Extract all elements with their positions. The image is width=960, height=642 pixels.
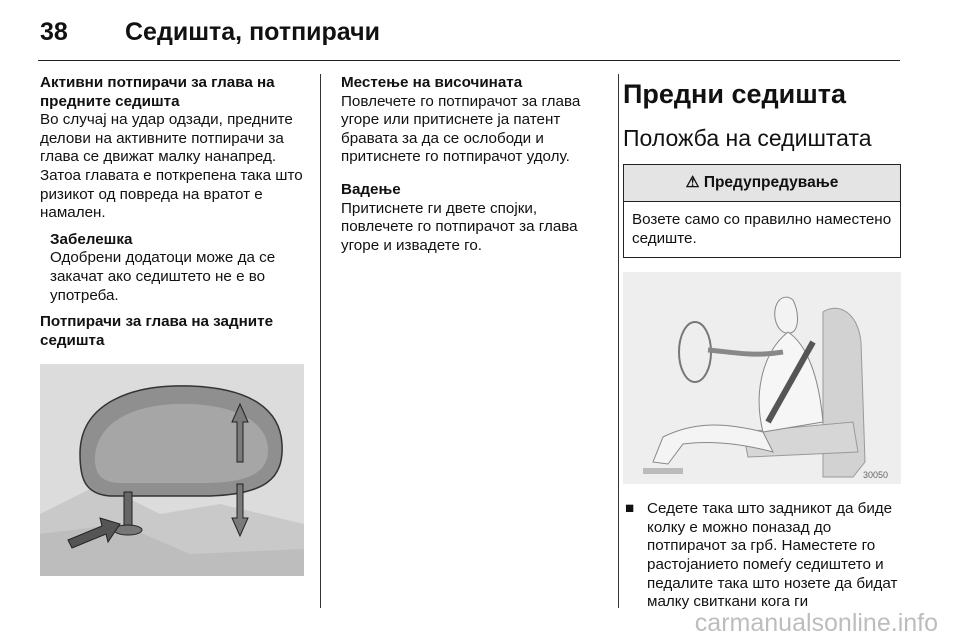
bullet-square-icon: ■ — [625, 500, 635, 518]
rear-headrest-heading: Потпирачи за глава на задните седишта — [40, 313, 274, 349]
seat-position-illustration — [623, 272, 901, 484]
column-divider-2 — [618, 74, 619, 608]
page-number: 38 — [40, 18, 68, 46]
column-left — [40, 74, 306, 576]
note-block — [40, 231, 306, 305]
column-middle — [341, 74, 609, 255]
column-right — [623, 76, 903, 612]
page-header — [40, 18, 380, 58]
warning-title: Предупредување — [703, 174, 839, 191]
column-divider-1 — [320, 74, 321, 608]
warning-body: Возете само со правилно наместено седиште. — [632, 211, 892, 247]
warning-header — [624, 165, 900, 202]
warning-triangle-icon: ⚠ — [685, 174, 700, 191]
section-subtitle: Положба на седиштата — [623, 125, 872, 151]
watermark: carmanualsonline.info — [694, 609, 938, 637]
note-body: Одобрени додатоци може да се закачат ако седиштето не е во употреба. — [50, 249, 276, 304]
section-title: Предни седишта — [623, 79, 846, 109]
headrest-drawing — [40, 364, 304, 576]
height-adjust-body: Повлечете го потпирачот за глава угоре или притиснете ја патент бравата за да се ослободи и притиснете го потпирачот удолу. — [341, 92, 581, 166]
bullet-item — [623, 500, 903, 612]
bullet-text: Седете така што задникот да биде колку е можно поназад до потпирачот за грб. Наместете го растојанието помеѓу седиштето и педалите така што нозете да бидат малку свиткани кога ги — [647, 500, 898, 611]
removal-heading: Вадење — [341, 180, 401, 198]
figure-number: 30050 — [863, 470, 889, 481]
active-headrest-body: Во случај на удар одзади, предните делови на активните потпирачи за глава се движат малку нанапред. Затоа главата е поткрепена така што ризикот од повреда на вратот е намален. — [40, 111, 303, 222]
chapter-title: Седишта, потпирачи — [125, 18, 380, 46]
removal-body: Притиснете ги двете спојки, повлечете го потпирачот за глава угоре и извадете го. — [341, 199, 578, 254]
warning-box — [623, 164, 901, 258]
active-headrest-heading: Активни потпирачи за глава на предните седишта — [40, 74, 275, 110]
note-title: Забелешка — [50, 230, 133, 248]
driver-seat-drawing — [623, 272, 901, 484]
header-rule — [38, 60, 900, 61]
height-adjust-heading: Местење на височината — [341, 74, 523, 91]
headrest-illustration — [40, 364, 304, 576]
